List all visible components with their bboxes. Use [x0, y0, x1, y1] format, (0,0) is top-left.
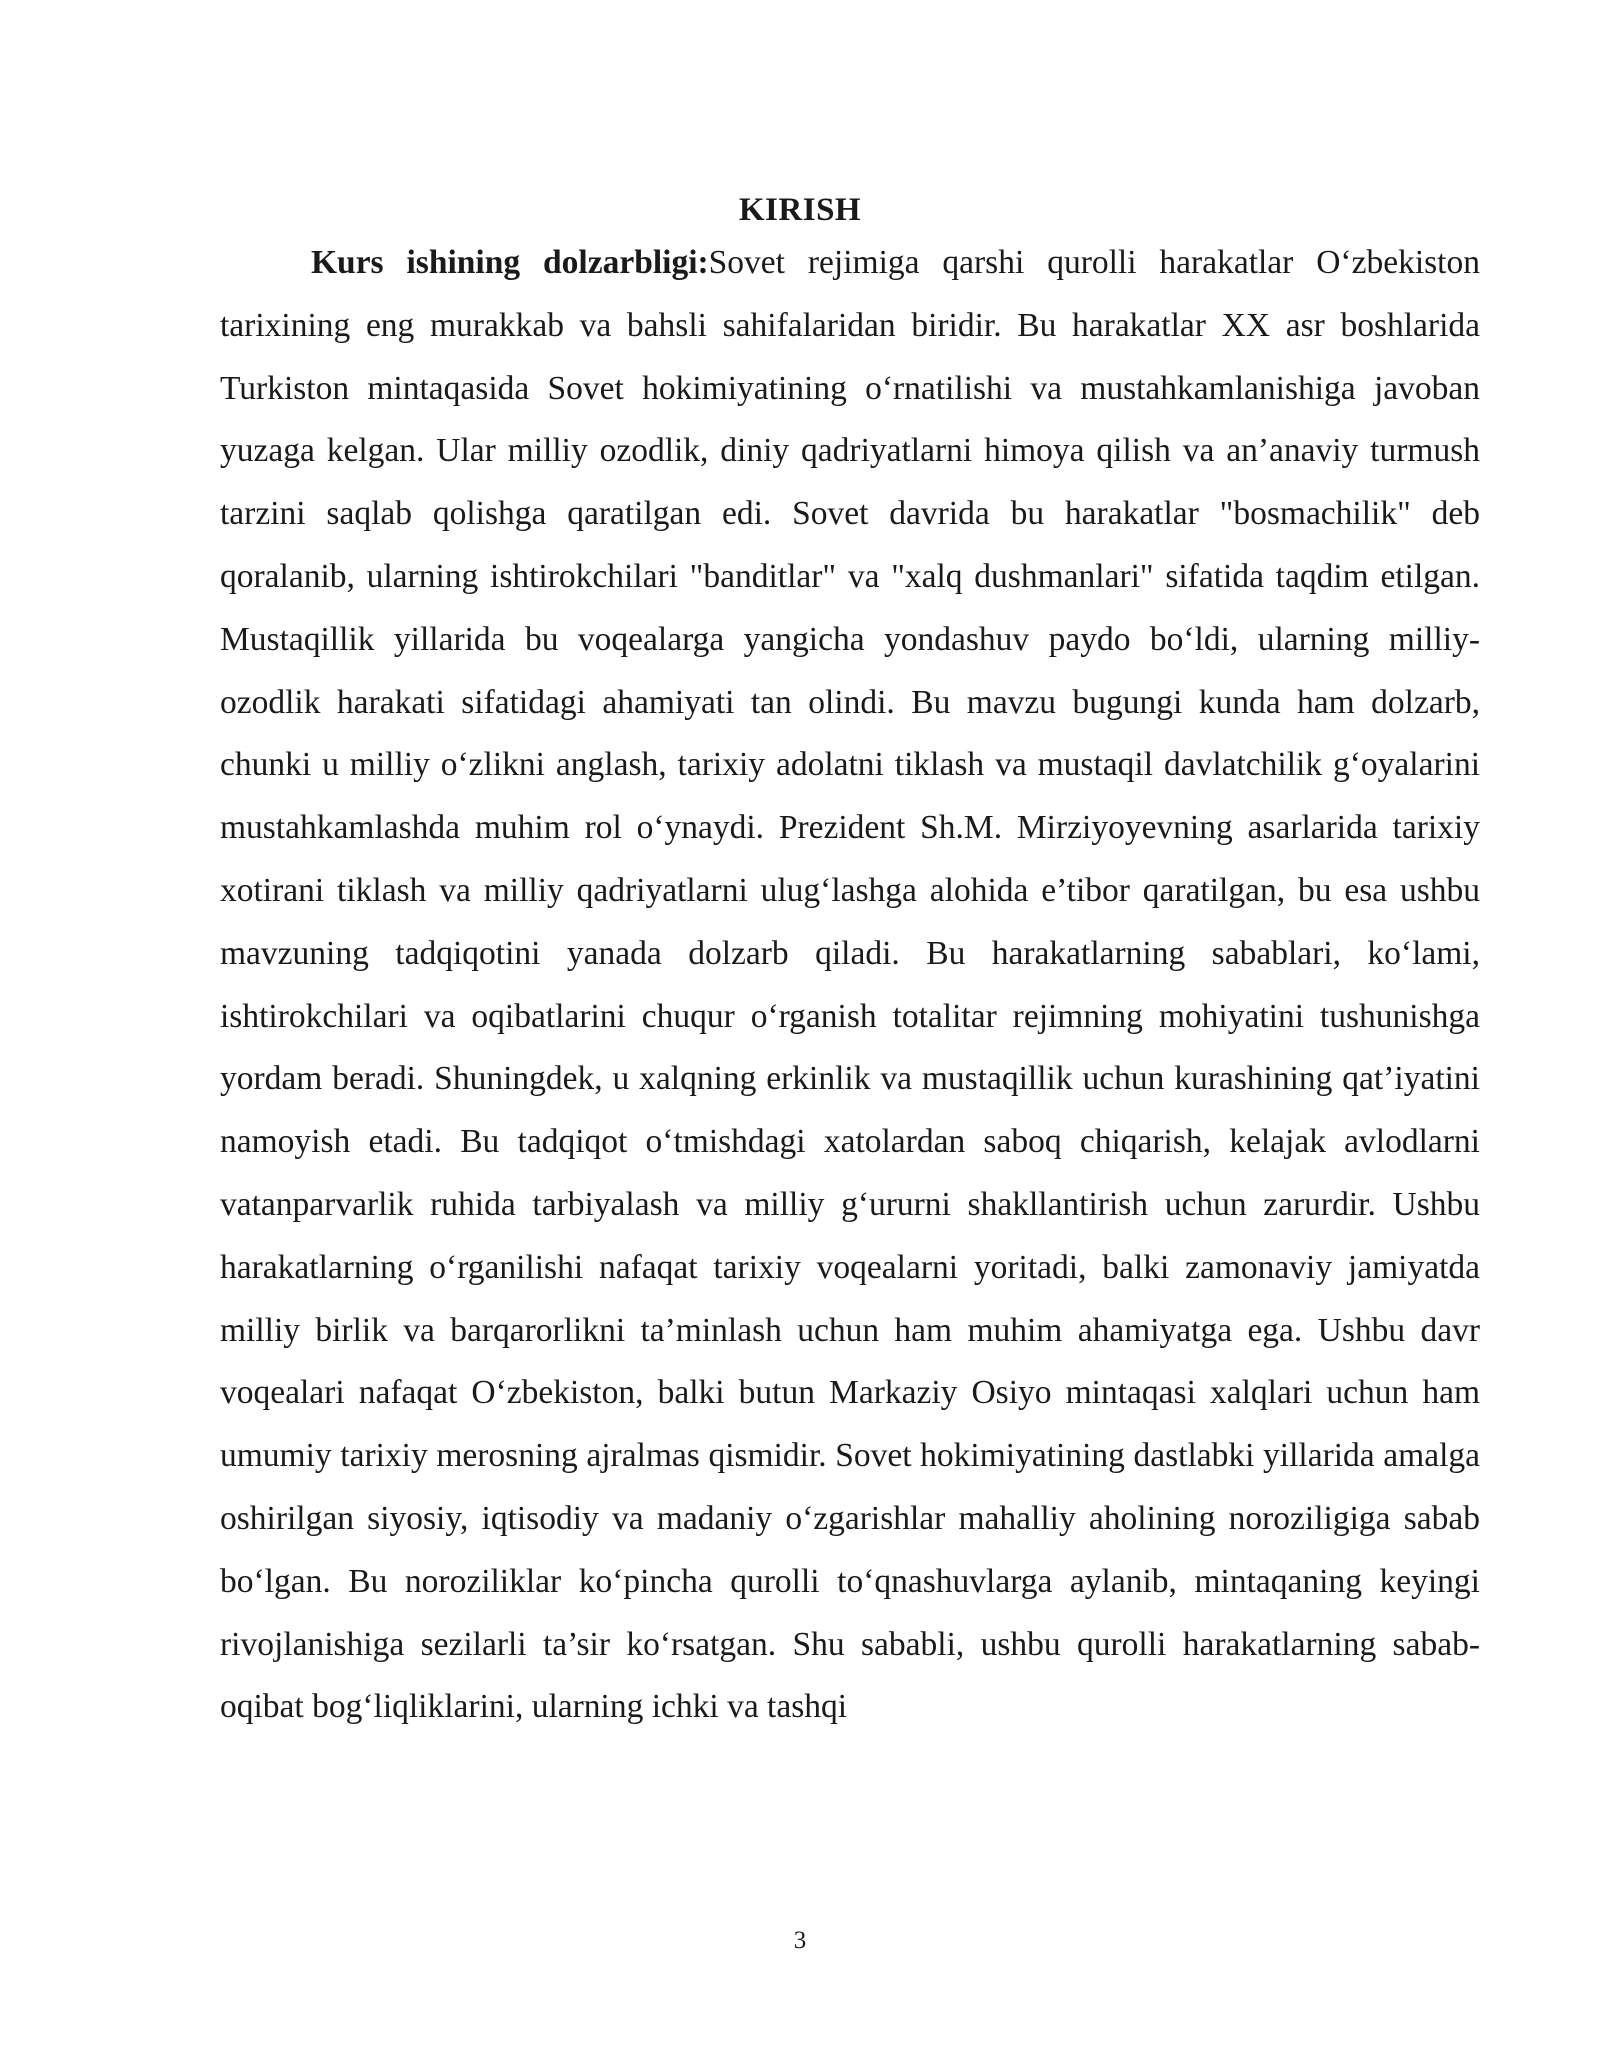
section-lead-label: Kurs ishining dolzarbligi:: [311, 244, 709, 281]
paragraph-text: Sovet rejimiga qarshi qurolli harakatlar O‘zbekiston tarixining eng murakkab va bahsli sahifalaridan biridir. Bu harakatlar XX asr boshlarida Turkiston mintaqasida Sovet hokimiyatining o‘rnatilishi va mustahkamlanishiga javoban yuzaga kelgan. Ular milliy ozodlik, diniy qadriyatlarni himoya qilish va an’anaviy turmush tarzini saqlab qolishga qaratilgan edi. Sovet davrida bu harakatlar "bosmachilik" deb qoralanib, ularning ishtirokchilari "banditlar" va "xalq dushmanlari" sifatida taqdim etilgan. Mustaqillik yillarida bu voqealarga yangicha yondashuv paydo bo‘ldi, ularning milliy-ozodlik harakati sifatidagi ahamiyati tan olindi. Bu mavzu bugungi kunda ham dolzarb, chunki u milliy o‘zlikni anglash, tarixiy adolatni tiklash va mustaqil davlatchilik g‘oyalarini mustahkamlashda muhim rol o‘ynaydi. Prezident Sh.M. Mirziyoyevning asarlarida tarixiy xotirani tiklash va milliy qadriyatlarni ulug‘lashga alohida e’tibor qaratilgan, bu esa ushbu mavzuning tadqiqotini yanada dolzarb qiladi. Bu harakatlarning sabablari, ko‘lami, ishtirokchilari va oqibatlarini chuqur o‘rganish totalitar rejimning mohiyatini tushunishga yordam beradi. Shuningdek, u xalqning erkinlik va mustaqillik uchun kurashining qat’iyatini namoyish etadi. Bu tadqiqot o‘tmishdagi xatolardan saboq chiqarish, kelajak avlodlarni vatanparvarlik ruhida tarbiyalash va milliy g‘ururni shakllantirish uchun zarurdir. Ushbu harakatlarning o‘rganilishi nafaqat tarixiy voqealarni yoritadi, balki zamonaviy jamiyatda milliy birlik va barqarorlikni ta’minlash uchun ham muhim ahamiyatga ega. Ushbu davr voqealari nafaqat O‘zbekiston, balki butun Markaziy Osiyo mintaqasi xalqlari uchun ham umumiy tarixiy merosning ajralmas qismidir. Sovet hokimiyatining dastlabki yillarida amalga oshirilgan siyosiy, iqtisodiy va madaniy o‘zgarishlar mahalliy aholining noroziligiga sabab bo‘lgan. Bu noroziliklar ko‘pincha qurolli to‘qnashuvlarga aylanib, mintaqaning keyingi rivojlanishiga sezilarli ta’sir ko‘rsatgan. Shu sababli, ushbu qurolli harakatlarning sabab-oqibat bog‘liqliklarini, ularning ichki va tashqi: [220, 244, 1480, 1726]
page-number: 3: [793, 1927, 807, 1954]
body-paragraph: [220, 232, 1480, 1739]
section-heading: KIRISH: [738, 192, 862, 228]
